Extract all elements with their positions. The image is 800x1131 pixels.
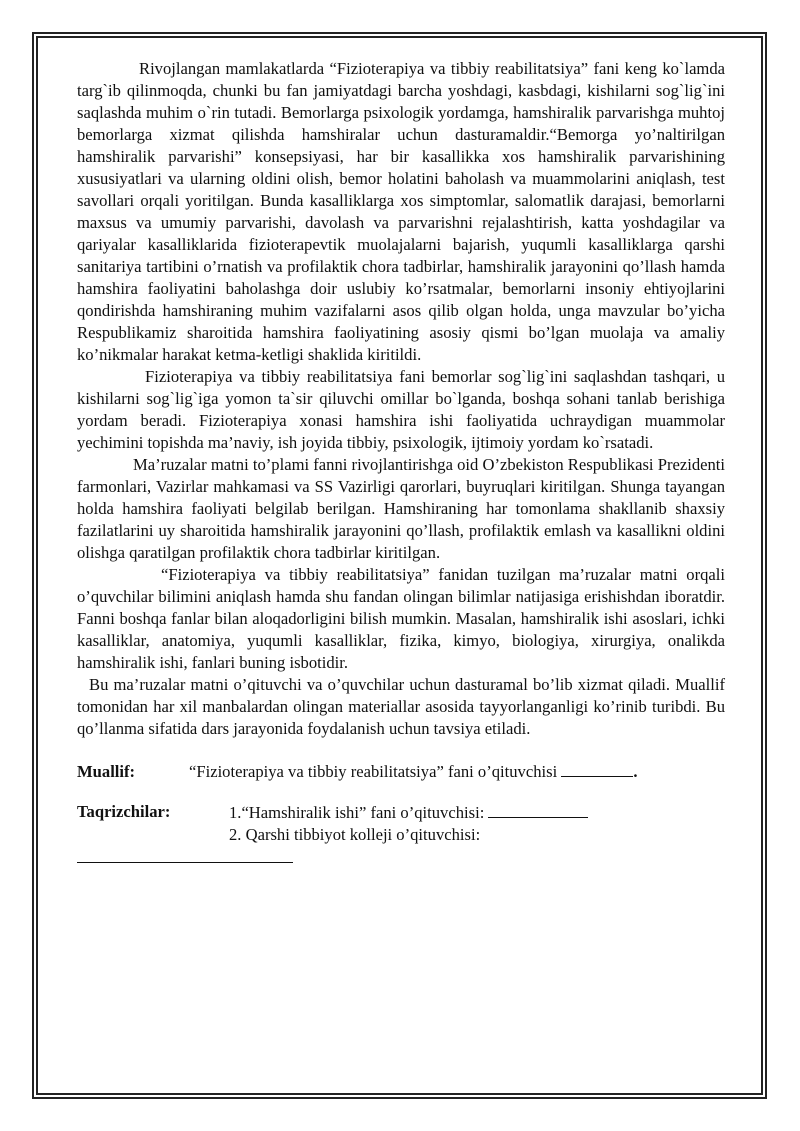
reviewers-list bbox=[229, 801, 588, 846]
paragraph-recommendation: Bu ma’ruzalar matni o’qituvchi va o’quvchilar uchun dasturamal bo’lib xizmat qiladi. Muallif tomonidan har xil manbalardan olingan materiallar asosida tayyorlanganligi ko’rinib turibdi. Bu qo’llanma sifatida dars jarayonida foydalanish uchun tavsiya etiladi. bbox=[77, 675, 725, 738]
reviewer-2 bbox=[229, 824, 588, 846]
author-label: Muallif: bbox=[77, 762, 136, 781]
reviewers-block bbox=[77, 801, 725, 846]
paragraph-aim: “Fizioterapiya va tibbiy reabilitatsiya” fanidan tuzilgan ma’ruzalar matni orqali o’quvchilar bilimini aniqlash hamda shu fandan olingan bilimlar natijasiga erishishdan iboratdir. Fanni boshqa fanlar bilan aloqadorligini bilish mumkin. Masalan, hamshiralik ishi asoslari, ichki kasalliklar, anatomiya, yuqumli kasalliklar, fizika, kimyo, biologiya, xirurgiya, onalikda hamshiralik ishi, fanlari buning isbotidir. bbox=[77, 565, 725, 672]
paragraph-contents: Ma’ruzalar matni to’plami fanni rivojlantirishga oid O’zbekiston Respublikasi Prezidenti farmonlari, Vazirlar mahkamasi va SS Vazirligi qarorlari, buyruqlari kiritilgan. Shunga tayangan holda hamshira faoliyati belgilab berilgan. Hamshiraning har tomonlama shakllanib shaxsiy fazilatlarini uy sharoitida hamshiralik jarayonini qo’llash, profilaktik emlash va kasallikni oldini olishga qaratilgan profilaktik chora tadbirlar kiritilgan. bbox=[77, 455, 725, 562]
document-body bbox=[77, 58, 725, 863]
author-line bbox=[77, 760, 725, 783]
author-text: “Fizioterapiya va tibbiy reabilitatsiya” fani o’qituvchisi bbox=[189, 762, 558, 781]
author-period: . bbox=[633, 762, 638, 781]
reviewers-label: Taqrizchilar: bbox=[77, 802, 171, 821]
reviewer-2-blank bbox=[77, 856, 293, 863]
reviewer-1-text: 1.“Hamshiralik ishi” fani o’qituvchisi: bbox=[229, 803, 485, 822]
author-signature-blank bbox=[561, 760, 633, 777]
paragraph-purpose: Fizioterapiya va tibbiy reabilitatsiya fani bemorlar sog`lig`ini saqlashdan tashqari, u kishilarni sog`lig`iga yomon ta`sir qiluvchi omillar bo`lganda, boshqa sohani tanlab berishiga yordam beradi. Fizioterapiya xonasi hamshira ishi faoliyatida uchraydigan muammolar yechimini topishda ma’naviy, ish joyida tibbiy, psixologik, ijtimoiy yordam ko`rsatadi. bbox=[77, 367, 725, 452]
paragraph-intro: Rivojlangan mamlakatlarda “Fizioterapiya va tibbiy reabilitatsiya” fani keng ko`lamda targ`ib qilinmoqda, chunki bu fan jamiyatdagi barcha yoshdagi, kasbdagi, kishilarni sog`lig`ini saqlashda muhim o`rin tutadi. Bemorlarga psixologik yordamga, hamshiralik parvarishga muhtoj bemorlarga xizmat qilishda hamshiralar uchun dasturamaldir.“Bemorga yo’naltirilgan hamshiralik parvarishi” konsepsiyasi, har bir kasallikka xos hamshiralik parvarishining xususiyatlari va ularning oldini olish, bemor holatini baholash va muammolarini aniqlash, test savollari orqali yoritilgan. Bunda kasalliklarga xos simptomlar, salomatlik darajasi, bemorlarni maxsus va umumiy parvarishi, davolash va parvarishni rejalashtirish, katta yoshdagilar va qariyalar kasalliklarida fizioterapevtik muolajalarni bajarish, yuqumli kasalliklarga qarshi sanitariya tartibini o’rnatish va profilaktik chora tadbirlar, hamshiralik jarayonini qo’llash hamda hamshira faoliyatini baholashga doir uslubiy ko’rsatmalar, bemorlarni insoniy ehtiyojlarini qondirishda hamshiraning muhim vazifalarni asos qilib olgan holda, unga mavzular bo’yicha Respublikamiz sharoitida hamshira faoliyatining asosiy qismi bo’lgan muolaja va amaliy ko’nikmalar harakat ketma-ketligi shaklida kiritildi. bbox=[77, 59, 725, 364]
reviewer-1 bbox=[229, 801, 588, 824]
reviewer-1-blank bbox=[488, 801, 588, 818]
reviewer-2-text: 2. Qarshi tibbiyot kolleji o’qituvchisi: bbox=[229, 825, 481, 844]
